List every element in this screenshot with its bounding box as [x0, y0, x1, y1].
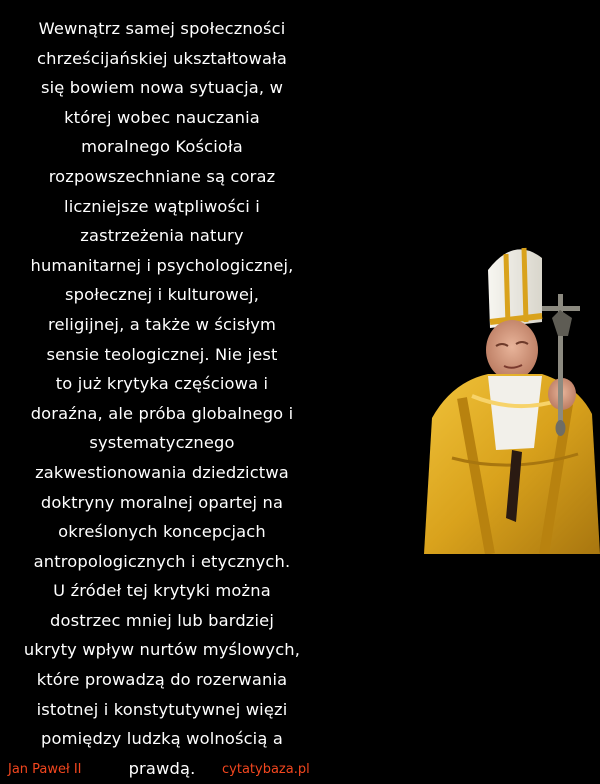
quote-line: zastrzeżenia natury	[80, 226, 244, 246]
quote-line: Wewnątrz samej społeczności	[38, 19, 286, 38]
quote-line: doraźna, ale próba globalnego i	[30, 403, 294, 423]
quote-line: ukryty wpływ nurtów myślowych,	[23, 640, 301, 660]
quote-line: to już krytyka częściowa i	[55, 374, 269, 394]
quote-line: dostrzec mniej lub bardziej	[49, 610, 275, 630]
quote-line: religijnej, a także w ścisłym	[47, 314, 277, 334]
pope-portrait-image	[392, 218, 600, 554]
quote-line: U źródeł tej krytyki można	[53, 581, 271, 601]
site-link[interactable]: cytatybaza.pl	[222, 762, 310, 777]
quote-line: systematycznego	[89, 433, 235, 453]
quote-line: się bowiem nowa sytuacja, w	[40, 78, 284, 98]
quote-line: doktryny moralnej opartej na	[40, 492, 284, 512]
quote-line: której wobec nauczania	[64, 107, 260, 127]
footer	[0, 756, 600, 784]
quote-line: zakwestionowania dziedzictwa	[35, 462, 289, 482]
author-link[interactable]: Jan Paweł II	[8, 762, 82, 777]
quote-line: które prowadzą do rozerwania	[36, 670, 288, 690]
quote-line: istotnej i konstytutywnej więzi	[36, 699, 288, 719]
quote-text	[8, 14, 316, 783]
quote-line: sensie teologicznej. Nie jest	[46, 344, 278, 364]
quote-line: humanitarnej i psychologicznej,	[30, 255, 294, 275]
quote-line: liczniejsze wątpliwości i	[64, 196, 260, 216]
quote-line: określonych koncepcjach	[58, 522, 266, 542]
quote-line: antropologicznych i etycznych.	[33, 551, 291, 571]
quote-line: moralnego Kościoła	[81, 137, 243, 157]
quote-line: chrześcijańskiej ukształtowała	[37, 48, 287, 68]
quote-line: społecznej i kulturowej,	[64, 285, 260, 305]
quote-line: pomiędzy ludzką wolnością a	[41, 729, 283, 749]
quote-line: prawdą.	[128, 758, 196, 778]
quote-line: rozpowszechniane są coraz	[48, 166, 276, 186]
